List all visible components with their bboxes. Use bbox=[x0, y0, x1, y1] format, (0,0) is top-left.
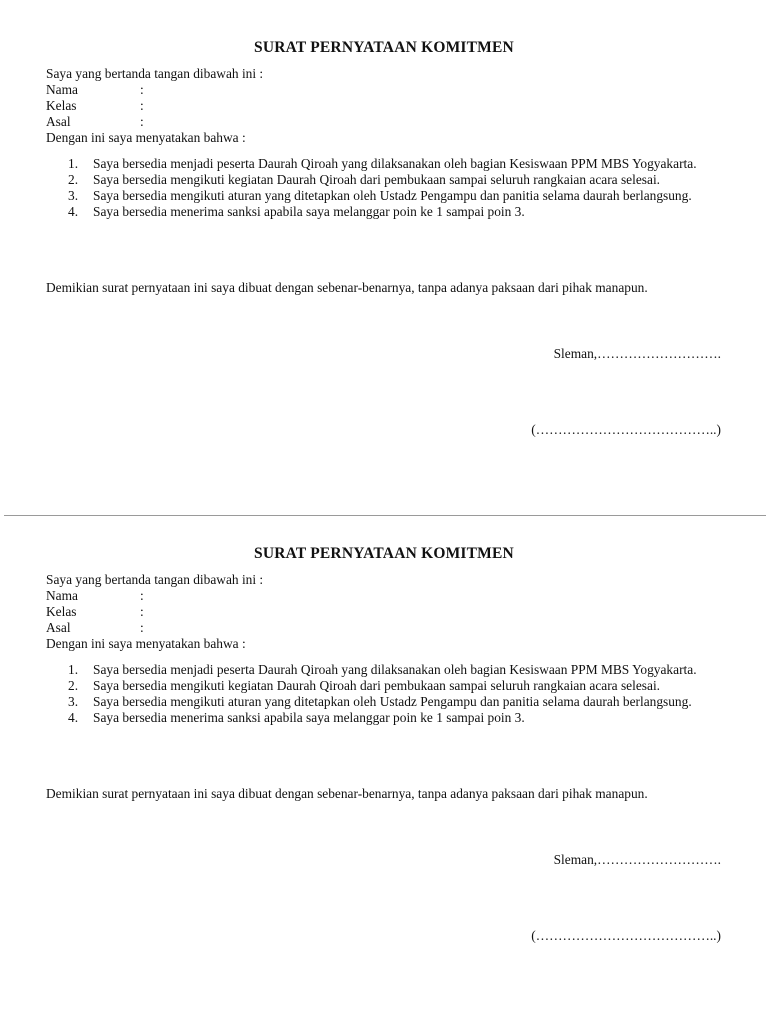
field-colon-nama: : bbox=[140, 82, 144, 97]
commitment-list bbox=[46, 662, 721, 726]
list-item bbox=[46, 156, 721, 172]
field-colon-asal: : bbox=[140, 114, 144, 129]
item-text: Saya bersedia mengikuti kegiatan Daurah Qiroah dari pembukaan sampai seluruh rangkaian acara selesai. bbox=[93, 678, 661, 693]
list-item bbox=[46, 188, 721, 204]
item-number: 1. bbox=[68, 662, 79, 677]
item-number: 2. bbox=[68, 678, 79, 693]
list-item bbox=[46, 662, 721, 678]
closing-text: Demikian surat pernyataan ini saya dibuat dengan sebenar-benarnya, tanpa adanya paksaan dari pihak manapun. bbox=[46, 280, 648, 295]
intro-text: Saya yang bertanda tangan dibawah ini : bbox=[46, 66, 264, 81]
field-label-asal: Asal bbox=[46, 114, 71, 129]
item-number: 1. bbox=[68, 156, 79, 171]
commitment-list bbox=[46, 156, 721, 220]
signature-line: (…………………………………..) bbox=[531, 928, 721, 943]
item-number: 3. bbox=[68, 694, 79, 709]
field-colon-asal: : bbox=[140, 620, 144, 635]
statement-text: Dengan ini saya menyatakan bahwa : bbox=[46, 636, 246, 651]
list-item bbox=[46, 678, 721, 694]
place-date-line: Sleman,………………………. bbox=[553, 852, 721, 867]
place-date-line: Sleman,………………………. bbox=[553, 346, 721, 361]
list-item bbox=[46, 172, 721, 188]
cut-line-divider bbox=[4, 515, 766, 516]
item-number: 3. bbox=[68, 188, 79, 203]
list-item bbox=[46, 204, 721, 220]
letter-title: SURAT PERNYATAAN KOMITMEN bbox=[254, 545, 514, 562]
field-colon-kelas: : bbox=[140, 98, 144, 113]
item-text: Saya bersedia menerima sanksi apabila saya melanggar poin ke 1 sampai poin 3. bbox=[93, 710, 525, 725]
list-item bbox=[46, 694, 721, 710]
item-text: Saya bersedia menerima sanksi apabila saya melanggar poin ke 1 sampai poin 3. bbox=[93, 204, 525, 219]
field-label-kelas: Kelas bbox=[46, 604, 77, 619]
list-item bbox=[46, 710, 721, 726]
field-label-nama: Nama bbox=[46, 588, 78, 603]
item-number: 4. bbox=[68, 204, 79, 219]
item-text: Saya bersedia menjadi peserta Daurah Qiroah yang dilaksanakan oleh bagian Kesiswaan PPM MBS Yogyakarta. bbox=[93, 156, 697, 171]
field-label-nama: Nama bbox=[46, 82, 78, 97]
signature-line: (…………………………………..) bbox=[531, 422, 721, 437]
item-number: 2. bbox=[68, 172, 79, 187]
item-text: Saya bersedia mengikuti kegiatan Daurah Qiroah dari pembukaan sampai seluruh rangkaian acara selesai. bbox=[93, 172, 661, 187]
field-label-kelas: Kelas bbox=[46, 98, 77, 113]
item-text: Saya bersedia mengikuti aturan yang ditetapkan oleh Ustadz Pengampu dan panitia selama daurah berlangsung. bbox=[93, 188, 692, 203]
item-text: Saya bersedia menjadi peserta Daurah Qiroah yang dilaksanakan oleh bagian Kesiswaan PPM MBS Yogyakarta. bbox=[93, 662, 697, 677]
field-label-asal: Asal bbox=[46, 620, 71, 635]
letter-title: SURAT PERNYATAAN KOMITMEN bbox=[254, 39, 514, 56]
intro-text: Saya yang bertanda tangan dibawah ini : bbox=[46, 572, 264, 587]
field-colon-nama: : bbox=[140, 588, 144, 603]
statement-text: Dengan ini saya menyatakan bahwa : bbox=[46, 130, 246, 145]
field-colon-kelas: : bbox=[140, 604, 144, 619]
item-text: Saya bersedia mengikuti aturan yang ditetapkan oleh Ustadz Pengampu dan panitia selama daurah berlangsung. bbox=[93, 694, 692, 709]
item-number: 4. bbox=[68, 710, 79, 725]
closing-text: Demikian surat pernyataan ini saya dibuat dengan sebenar-benarnya, tanpa adanya paksaan dari pihak manapun. bbox=[46, 786, 648, 801]
